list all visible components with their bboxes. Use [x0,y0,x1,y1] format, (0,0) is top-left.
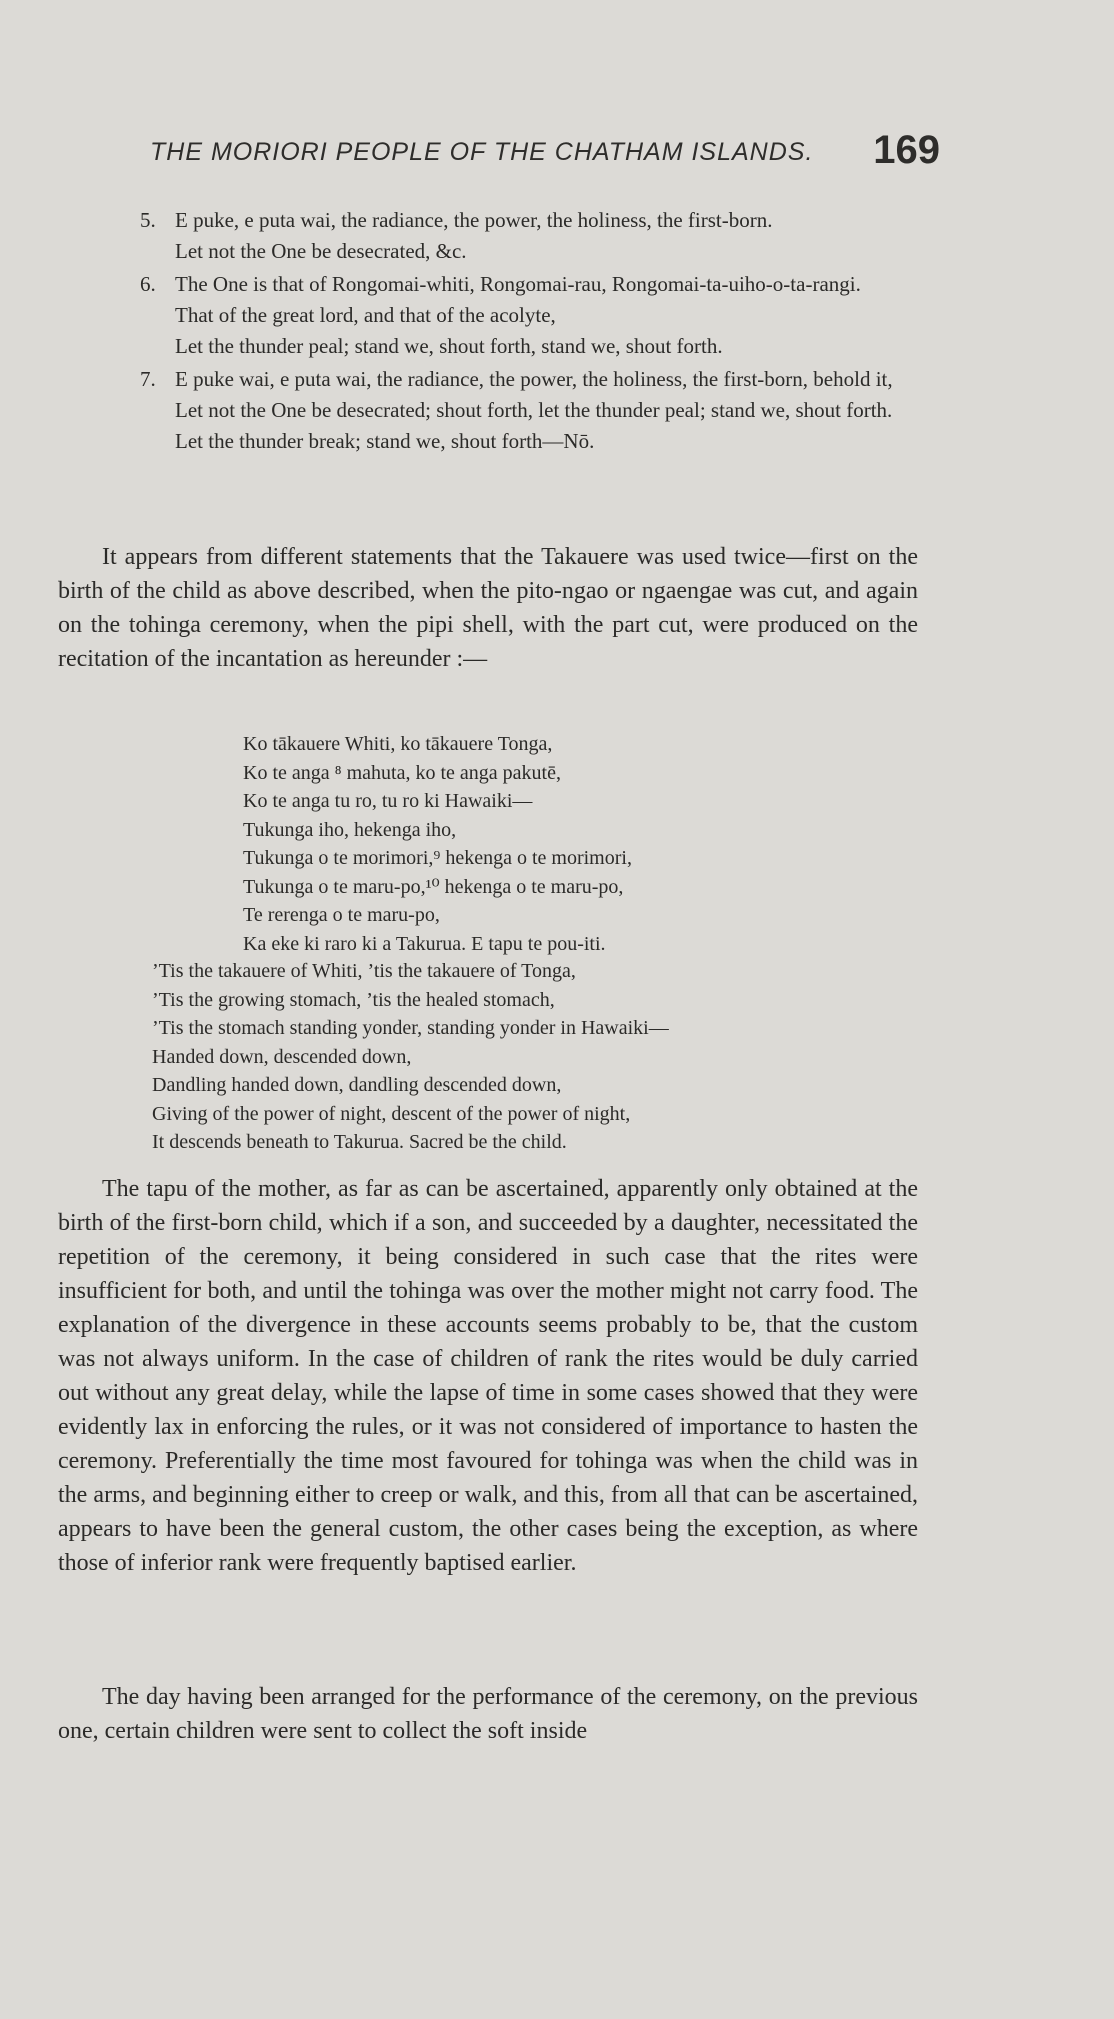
incantation-line: Tukunga iho, hekenga iho, [243,818,457,841]
paragraph-ceremony-day: The day having been arranged for the performance of the ceremony, on the previous one, certain children were sent to collect the soft inside [58,1684,918,1744]
verse-6 [140,269,930,362]
verse-line: Let not the One be desecrated; shout forth, let the thunder peal; stand we, shout forth. [175,398,893,422]
paragraph-takauere: It appears from different statements that the Takauere was used twice—first on the birth of the child as above described, when the pito-ngao or ngaengae was cut, and again on the tohinga ceremony, when the pipi shell, with the part cut, were produced on the recitation of the incantation as hereunder :— [58,544,918,672]
verse-line: Let not the One be desecrated, &c. [175,239,467,263]
translation-line: Giving of the power of night, descent of the power of night, [152,1102,631,1125]
page-number: 169 [873,128,940,172]
english-translation [152,957,852,1157]
translation-line: It descends beneath to Takurua. Sacred be the child. [152,1131,567,1153]
incantation-line: Ko te anga tu ro, tu ro ki Hawaiki— [243,790,533,812]
verse-line: Let the thunder break; stand we, shout forth—Nō. [175,429,595,453]
translation-line: Dandling handed down, dandling descended down, [152,1074,562,1096]
running-header [150,128,940,188]
incantation-line: Tukunga o te maru-po,¹⁰ hekenga o te maru-po, [243,875,624,898]
verse-7 [140,364,930,457]
paragraph-tapu: The tapu of the mother, as far as can be ascertained, apparently only obtained at the birth of the first-born child, which if a son, and succeeded by a daughter, necessitated the repetition of the ceremony, it being considered in such case that the rites were insufficient for both, and until the tohinga was over the mother might not carry food. The explanation of the divergence in these accounts seems probably to be, that the custom was not always uniform. In the case of children of rank the rites would be duly carried out without any great delay, while the lapse of time in some cases showed that they were evidently lax in enforcing the rules, or it was not considered of importance to hasten the ceremony. Preferentially the time most favoured for tohinga was when the child was in the arms, and beginning either to creep or walk, and this, from all that can be ascertained, appears to have been the general custom, the other cases being the exception, as where those of inferior rank were frequently baptised earlier. [58,1176,918,1576]
maori-incantation [243,730,803,958]
running-title: THE MORIORI PEOPLE OF THE CHATHAM ISLANDS. [150,138,814,166]
translation-line: ’Tis the takauere of Whiti, ’tis the takauere of Tonga, [152,960,576,982]
incantation-line: Tukunga o te morimori,⁹ hekenga o te morimori, [243,847,632,869]
verse-5 [140,205,930,267]
verse-number: 7. [140,367,156,391]
incantation-line: Ka eke ki raro ki a Takurua. E tapu te pou-iti. [243,932,606,955]
verse-list [140,205,930,459]
verse-number: 5. [140,208,156,232]
translation-line: ’Tis the stomach standing yonder, standing yonder in Hawaiki— [152,1017,669,1039]
verse-line: E puke wai, e puta wai, the radiance, the power, the holiness, the first-born, behold it, [175,367,893,391]
verse-line: Let the thunder peal; stand we, shout forth, stand we, shout forth. [175,334,723,358]
verse-line: E puke, e puta wai, the radiance, the power, the holiness, the first-born. [175,208,773,232]
incantation-line: Te rerenga o te maru-po, [243,904,440,926]
incantation-line: Ko te anga ⁸ mahuta, ko te anga pakutē, [243,761,561,784]
verse-line: The One is that of Rongomai-whiti, Rongomai-rau, Rongomai-ta-uiho-o-ta-rangi. [175,272,861,296]
translation-line: ’Tis the growing stomach, ’tis the healed stomach, [152,988,555,1011]
translation-line: Handed down, descended down, [152,1045,412,1068]
incantation-line: Ko tākauere Whiti, ko tākauere Tonga, [243,733,553,755]
verse-number: 6. [140,272,156,296]
verse-line: That of the great lord, and that of the acolyte, [175,303,556,327]
